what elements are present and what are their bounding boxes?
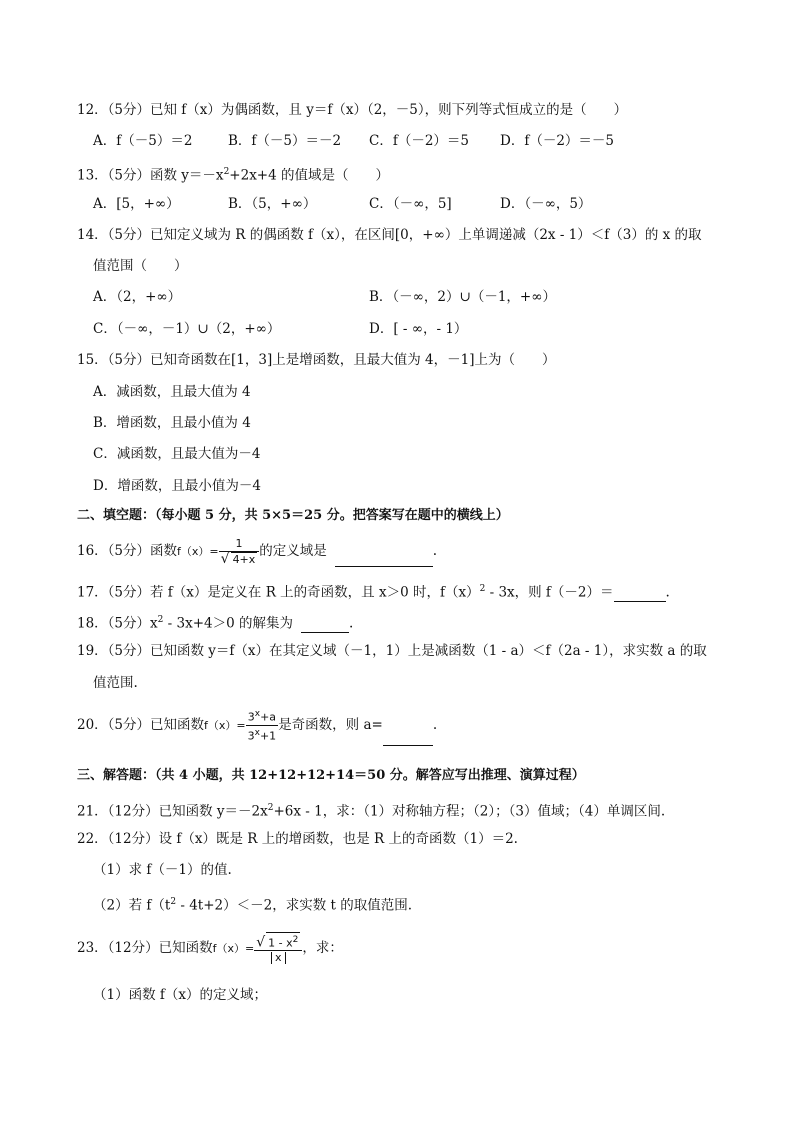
- q16-denominator: √ 4+x: [220, 550, 256, 567]
- option-14c: C．（－∞，－1）∪（2，+∞）: [93, 321, 281, 337]
- option-14d: D．[ - ∞，- 1）: [369, 321, 468, 337]
- option-13a: A．[5，+∞）: [93, 196, 180, 212]
- question-23-part1: （1）函数 f（x）的定义域；: [93, 987, 267, 1003]
- question-22-part2: [93, 893, 412, 915]
- q17-text-post: - 3x，则 f（－2）＝: [485, 584, 614, 601]
- q13-exponent: 2: [223, 167, 230, 177]
- q16-function-label: f（x）=: [177, 545, 219, 558]
- option-15a: A．减函数，且最大值为 4: [93, 384, 251, 400]
- question-18: [77, 611, 353, 633]
- q16-fraction: [219, 537, 260, 567]
- q17-answer-blank[interactable]: [614, 587, 666, 602]
- q13-text-post: +2x+4 的值域是（ ）: [229, 167, 390, 184]
- q20-numerator: $3^x+a$: [246, 707, 279, 726]
- q20-period: .: [432, 717, 438, 733]
- q18-exponent: 2: [157, 615, 164, 625]
- question-19-line2: 值范围.: [93, 675, 138, 691]
- q16-text-pre: 16．（5分）函数: [77, 543, 178, 559]
- q18-answer-blank[interactable]: [301, 618, 349, 633]
- q16-period: .: [432, 543, 438, 559]
- q17-text-pre: 17．（5分）若 f（x）是定义在 R 上的奇函数，且 x＞0 时，f（x）: [77, 584, 480, 601]
- question-13: [77, 163, 389, 185]
- q22-part2-post: - 4t+2）＜－2，求实数 t 的取值范围.: [176, 897, 412, 914]
- question-22-part1: （1）求 f（－1）的值.: [93, 862, 232, 878]
- q18-text-pre: 18．（5分）x: [77, 615, 158, 632]
- q23-denominator: x: [254, 951, 302, 965]
- q21-text-pre: 21．（12分）已知函数 y＝－2x: [77, 803, 268, 820]
- option-15d: D．增函数，且最小值为－4: [93, 478, 261, 494]
- option-13b: B．（5，+∞）: [228, 196, 317, 212]
- question-12: 12．（5分）已知 f（x）为偶函数，且 y＝f（x）（2，－5），则下列等式恒成立的是（ ）: [77, 102, 628, 118]
- option-15b: B．增函数，且最小值为 4: [93, 415, 251, 431]
- q22-exponent: 2: [170, 897, 177, 907]
- question-23: [77, 925, 343, 972]
- option-14b: B．（－∞，2）∪（－1，+∞）: [369, 289, 556, 305]
- q23-text-pre: 23．（12分）已知函数: [77, 940, 213, 956]
- q23-text-post: ，求：: [302, 940, 343, 956]
- section-fill-in-title: 二、填空题：（每小题 5 分，共 5×5＝25 分。把答案写在题中的横线上）: [77, 508, 509, 523]
- q17-period: .: [665, 584, 670, 601]
- q13-text-pre: 13．（5分）函数 y＝－x: [77, 167, 224, 184]
- option-12d: D．f（－2）＝－5: [500, 133, 614, 149]
- q18-period: .: [349, 615, 354, 632]
- option-13c: C．（－∞，5]: [369, 196, 452, 212]
- option-12a: A．f（－5）＝2: [93, 133, 193, 149]
- q23-fraction: [254, 932, 302, 966]
- option-13d: D．（－∞，5）: [500, 196, 592, 212]
- option-12c: C．f（－2）＝5: [369, 133, 470, 149]
- q20-fraction: [246, 707, 279, 743]
- q20-function-label: f（x）=: [204, 719, 246, 732]
- question-19-line1: 19．（5分）已知函数 y＝f（x）在其定义域（－1，1）上是减函数（1 - a）＜f（2a - 1），求实数 a 的取: [77, 643, 707, 659]
- question-22: 22．（12分）设 f（x）既是 R 上的增函数，也是 R 上的奇函数（1）＝2.: [77, 831, 518, 847]
- q22-part2-pre: （2）若 f（t: [93, 897, 171, 914]
- q20-text-pre: 20．（5分）已知函数: [77, 717, 205, 733]
- q21-text-post: +6x - 1，求：（1）对称轴方程；（2）；（3）值域；（4）单调区间.: [273, 803, 666, 820]
- section-solution-title: 三、解答题：（共 4 小题，共 12+12+12+14＝50 分。解答应写出推理、演算过程）: [77, 768, 585, 783]
- option-15c: C．减函数，且最大值为－4: [93, 446, 261, 462]
- q20-text-post: 是奇函数，则 a=: [278, 717, 383, 733]
- q21-exponent: 2: [267, 803, 274, 813]
- question-14-line2: 值范围（ ）: [93, 258, 188, 274]
- option-12b: B．f（－5）＝－2: [228, 133, 342, 149]
- question-15: 15．（5分）已知奇函数在[1，3]上是增函数，且最大值为 4，－1]上为（ ）: [77, 352, 556, 368]
- q16-numerator: 1: [219, 537, 260, 552]
- q20-denominator: $3^x+1$: [247, 728, 277, 743]
- q17-exponent: 2: [479, 584, 486, 594]
- q23-numerator: √ $1 - x^2$: [254, 932, 302, 952]
- question-16: [77, 536, 437, 567]
- q23-function-label: f（x）=: [212, 942, 255, 955]
- q16-answer-blank[interactable]: [335, 552, 433, 567]
- option-14a: A．（2，+∞）: [93, 289, 182, 305]
- question-20: [77, 705, 437, 746]
- question-17: [77, 580, 670, 602]
- question-14-line1: 14．（5分）已知定义域为 R 的偶函数 f（x），在区间[0，+∞）上单调递减（2x - 1）＜f（3）的 x 的取: [77, 227, 702, 243]
- q18-text-post: - 3x+4＞0 的解集为: [163, 615, 294, 632]
- q20-answer-blank[interactable]: [383, 731, 433, 746]
- question-21: [77, 799, 665, 821]
- q16-radicand: 4+x: [232, 552, 256, 566]
- q16-text-post: 的定义域是: [259, 543, 327, 559]
